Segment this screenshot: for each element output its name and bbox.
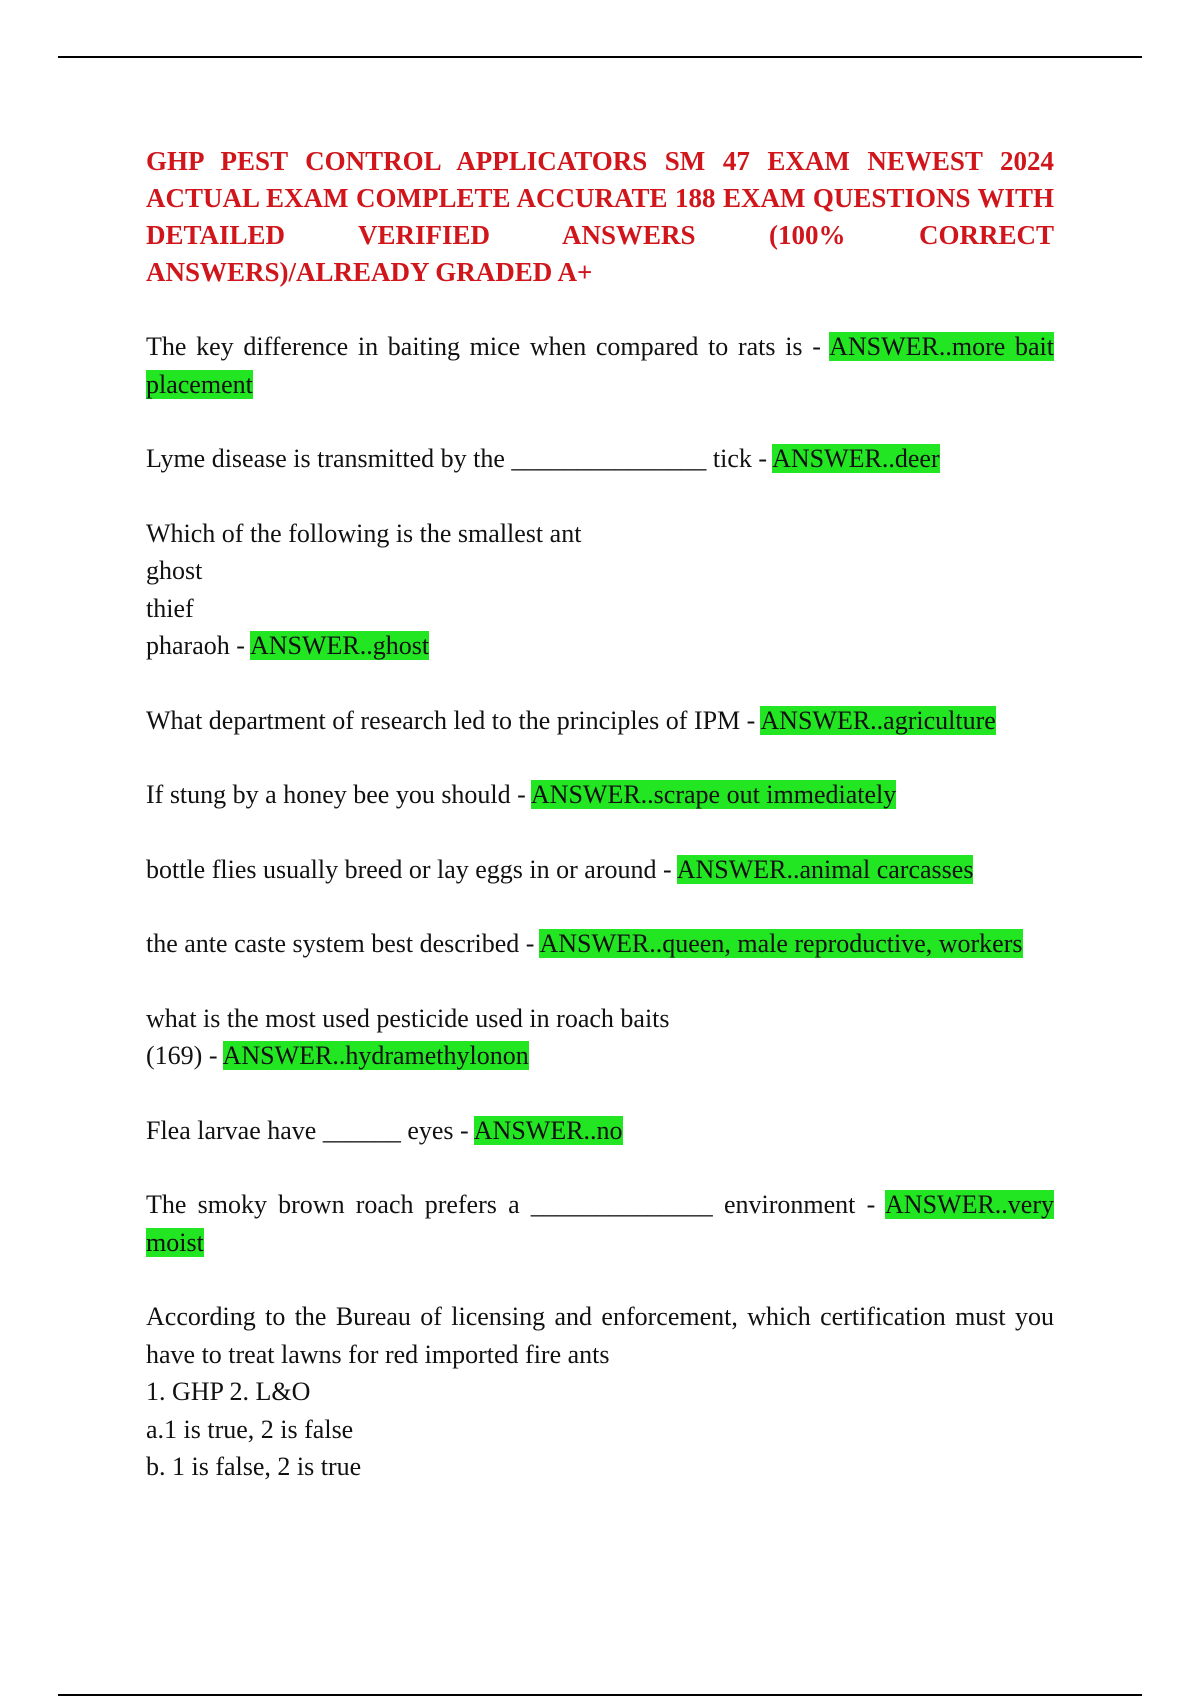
question-text: The smoky brown roach prefers a ______________ environment - xyxy=(146,1190,886,1219)
qa-item-9 xyxy=(146,1112,1054,1150)
qa-item-10 xyxy=(146,1186,1054,1261)
answer-highlight: ANSWER..more bait placement xyxy=(146,332,1054,399)
option-text: b. 1 is false, 2 is true xyxy=(146,1452,362,1481)
answer-highlight: ANSWER..agriculture xyxy=(760,705,996,735)
qa-item-3 xyxy=(146,515,1054,665)
question-text: Lyme disease is transmitted by the _______________ tick - xyxy=(146,444,773,473)
option-text: ghost xyxy=(146,556,203,585)
option-text: 1. GHP 2. L&O xyxy=(146,1377,311,1406)
answer-highlight: ANSWER..hydramethylonon xyxy=(222,1041,529,1070)
answer-highlight: ANSWER..scrape out immediately xyxy=(530,780,897,809)
qa-item-7 xyxy=(146,925,1054,963)
answer-highlight: ANSWER..deer xyxy=(772,444,940,473)
option-line xyxy=(146,627,1054,665)
question-text: (169) - xyxy=(146,1041,223,1070)
footer-rule xyxy=(58,1694,1142,1696)
answer-highlight: ANSWER..no xyxy=(473,1115,623,1145)
answer-highlight: ANSWER..ghost xyxy=(249,631,430,660)
question-text: According to the Bureau of licensing and enforcement, which certification must you have to treat lawns for red imported fire ants xyxy=(146,1302,1054,1369)
question-text: the ante caste system best described - xyxy=(146,929,540,958)
qa-item-11 xyxy=(146,1298,1054,1486)
qa-item-1 xyxy=(146,328,1054,403)
answer-highlight: ANSWER..very moist xyxy=(146,1190,1054,1257)
qa-item-4 xyxy=(146,702,1054,740)
question-text: bottle flies usually breed or lay eggs in or around - xyxy=(146,854,677,884)
document-body xyxy=(146,143,1054,1523)
question-text: If stung by a honey bee you should - xyxy=(146,780,531,809)
question-text: Flea larvae have ______ eyes - xyxy=(146,1115,474,1145)
answer-highlight: ANSWER..animal carcasses xyxy=(676,854,974,884)
question-text: The key difference in baiting mice when compared to rats is - xyxy=(146,332,830,361)
qa-item-8 xyxy=(146,1000,1054,1075)
option-text: a.1 is true, 2 is false xyxy=(146,1414,354,1444)
question-line xyxy=(146,1037,1054,1075)
question-text: Which of the following is the smallest ant xyxy=(146,518,582,548)
header-rule xyxy=(58,56,1142,58)
option-text: pharaoh - xyxy=(146,631,250,660)
qa-item-2 xyxy=(146,440,1054,478)
document-title: GHP PEST CONTROL APPLICATORS SM 47 EXAM NEWEST 2024 ACTUAL EXAM COMPLETE ACCURATE 188 EXAM QUESTIONS WITH DETAILED VERIFIED ANSWERS (100% CORRECT ANSWERS)/ALREADY GRADED A+ xyxy=(146,146,1054,287)
qa-item-5 xyxy=(146,776,1054,814)
question-text: what is the most used pesticide used in roach baits xyxy=(146,1003,670,1033)
answer-highlight: ANSWER..queen, male reproductive, workers xyxy=(539,929,1023,958)
question-text: What department of research led to the principles of IPM - xyxy=(146,705,761,735)
option-text: thief xyxy=(146,593,194,623)
qa-item-6 xyxy=(146,851,1054,889)
